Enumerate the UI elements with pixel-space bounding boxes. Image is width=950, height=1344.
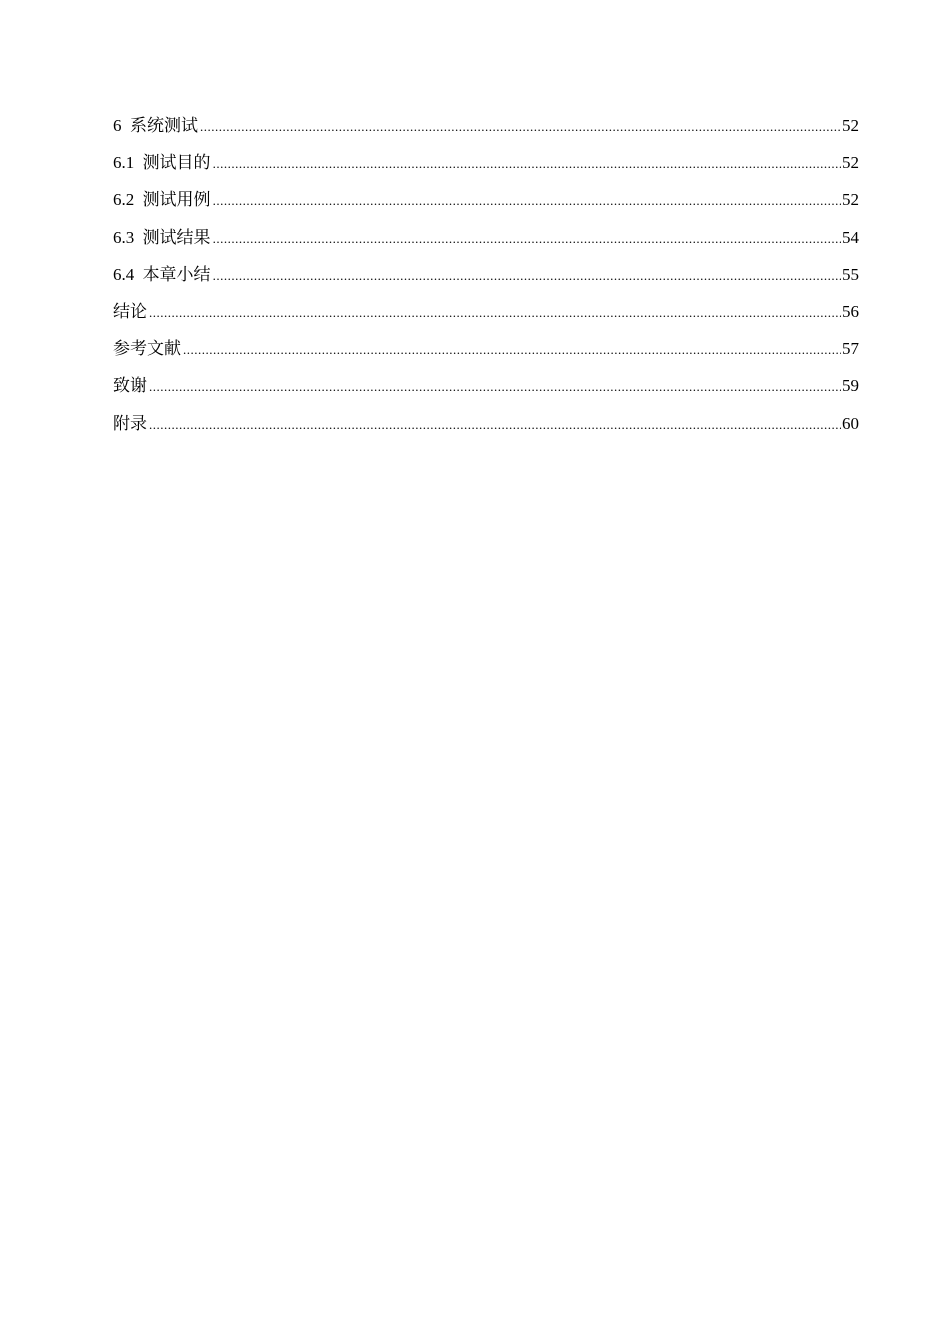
toc-dot-leader (213, 225, 841, 253)
table-of-contents (113, 112, 859, 447)
toc-entry-page: 56 (842, 301, 859, 321)
toc-entry-page: 52 (842, 190, 859, 210)
toc-entry-title: 测试用例 (142, 190, 211, 210)
toc-entry[interactable] (113, 186, 859, 223)
toc-entry-title: 测试目的 (142, 153, 211, 173)
toc-dot-leader (200, 113, 841, 141)
toc-entry-number: 6.4 (113, 264, 135, 284)
toc-entry[interactable] (113, 149, 859, 186)
toc-dot-leader (149, 411, 841, 439)
toc-entry-number: 6 (113, 116, 122, 135)
toc-entry[interactable] (113, 335, 859, 372)
toc-entry-number: 6.3 (113, 227, 135, 247)
toc-entry[interactable] (113, 224, 859, 261)
toc-dot-leader (213, 187, 841, 215)
toc-entry[interactable] (113, 298, 859, 335)
toc-entry-page: 55 (842, 264, 859, 284)
toc-entry-title: 致谢 (113, 376, 147, 396)
toc-dot-leader (149, 373, 841, 401)
toc-entry-page: 57 (842, 339, 859, 359)
toc-entry[interactable] (113, 112, 859, 149)
toc-dot-leader (183, 336, 841, 364)
toc-entry[interactable] (113, 410, 859, 447)
toc-entry[interactable] (113, 261, 859, 298)
toc-entry[interactable] (113, 372, 859, 409)
toc-entry-page: 54 (842, 227, 859, 247)
toc-dot-leader (149, 299, 841, 327)
toc-entry-title: 测试结果 (142, 227, 211, 247)
toc-dot-leader (213, 262, 841, 290)
toc-entry-title: 本章小结 (142, 264, 211, 284)
toc-entry-title: 结论 (113, 301, 147, 321)
toc-entry-page: 52 (842, 116, 859, 135)
toc-entry-title: 系统测试 (129, 116, 198, 135)
toc-entry-number: 6.1 (113, 153, 135, 173)
toc-entry-title: 附录 (113, 413, 147, 433)
toc-entry-page: 60 (842, 413, 859, 433)
toc-entry-title: 参考文献 (113, 339, 181, 359)
toc-entry-page: 59 (842, 376, 859, 396)
toc-entry-number: 6.2 (113, 190, 135, 210)
toc-dot-leader (213, 150, 841, 178)
toc-entry-page: 52 (842, 153, 859, 173)
